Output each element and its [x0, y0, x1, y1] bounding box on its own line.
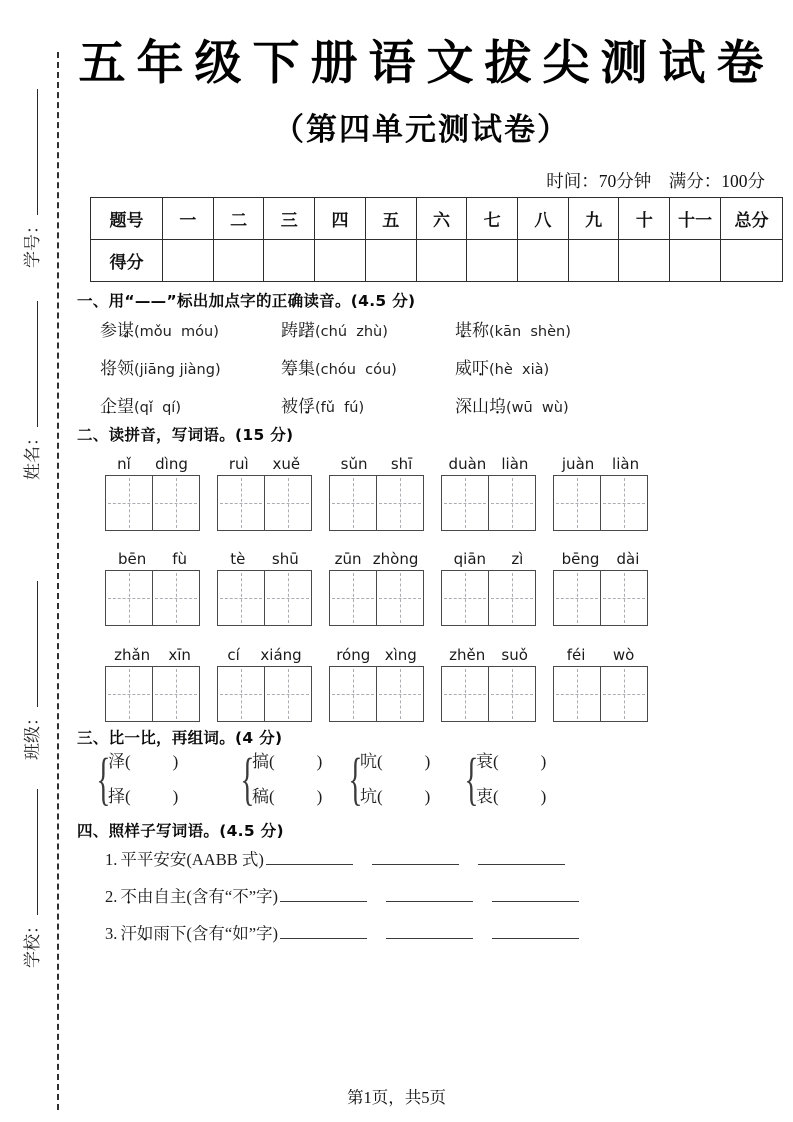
class-blank-line — [22, 581, 37, 707]
exam-meta: 时间：70分钟 满分：100分 — [546, 171, 765, 191]
binding-dashed-line — [57, 52, 59, 1110]
score-cell — [416, 240, 467, 282]
writing-box — [553, 666, 648, 722]
page-number: 第1页，共5页 — [347, 1088, 446, 1107]
answer-blank — [478, 851, 565, 865]
score-table-header-row — [91, 198, 783, 240]
score-col: 二 — [213, 198, 264, 240]
writing-box — [217, 570, 312, 626]
pinyin-word: bēng dài — [553, 547, 648, 626]
score-cell — [213, 240, 264, 282]
brace-icon: { — [240, 746, 255, 811]
pinyin-word: bēn fù — [105, 547, 200, 626]
writing-box — [217, 666, 312, 722]
writing-box — [441, 475, 536, 531]
pinyin-row-1 — [105, 452, 648, 531]
writing-box — [329, 475, 424, 531]
answer-blank — [280, 925, 367, 939]
score-table-score-row — [91, 240, 783, 282]
student-id-label: 学号： — [22, 217, 42, 268]
pinyin-word: féi wò — [553, 643, 648, 722]
score-col: 三 — [264, 198, 315, 240]
section-1-heading: 一、用“——”标出加点字的正确读音。(4.5 分) — [77, 292, 416, 310]
pinyin-word: ruì xuě — [217, 452, 312, 531]
name-field — [16, 284, 44, 480]
name-blank-line — [22, 301, 37, 427]
score-cell — [315, 240, 366, 282]
score-col: 十 — [619, 198, 670, 240]
word-item: 被俘(fǔ fú) — [281, 397, 365, 416]
score-col: 六 — [416, 198, 467, 240]
score-table-corner: 题号 — [91, 198, 163, 240]
section-1-items — [100, 319, 571, 420]
score-cell — [670, 240, 721, 282]
pattern-line: 2. 不由自主(含有“不”字) — [105, 885, 579, 909]
name-label: 姓名： — [22, 429, 42, 480]
writing-box — [329, 570, 424, 626]
class-label: 班级： — [22, 709, 42, 760]
brace-icon: { — [348, 746, 363, 811]
score-col: 八 — [518, 198, 569, 240]
writing-box — [441, 666, 536, 722]
writing-box — [105, 475, 200, 531]
pinyin-word: cí xiáng — [217, 643, 312, 722]
writing-box — [105, 570, 200, 626]
score-cell — [163, 240, 214, 282]
pinyin-word: qiān zì — [441, 547, 536, 626]
score-cell — [568, 240, 619, 282]
score-cell — [365, 240, 416, 282]
score-col: 四 — [315, 198, 366, 240]
word-item: 筹集(chóu cóu) — [281, 359, 397, 378]
score-cell — [264, 240, 315, 282]
score-col: 十一 — [670, 198, 721, 240]
pinyin-row-2 — [105, 547, 648, 626]
writing-box — [329, 666, 424, 722]
score-cell — [467, 240, 518, 282]
word-item: 深山坞(wū wù) — [455, 397, 569, 416]
score-col: 五 — [365, 198, 416, 240]
pinyin-word: tè shū — [217, 547, 312, 626]
pattern-line: 3. 汗如雨下(含有“如”字) — [105, 922, 579, 946]
pinyin-word: sǔn shī — [329, 452, 424, 531]
pinyin-word: zūn zhòng — [329, 547, 424, 626]
answer-blank — [266, 851, 353, 865]
pinyin-word: zhěn suǒ — [441, 643, 536, 722]
compare-pair: { 衰( ) 衷( ) — [464, 746, 547, 811]
score-table — [90, 197, 783, 282]
pinyin-word: juàn liàn — [553, 452, 648, 531]
compare-pair: { 搞( ) 稿( ) — [240, 746, 323, 811]
section-2-heading: 二、读拼音，写词语。(15 分) — [77, 426, 294, 444]
section-3-heading: 三、比一比，再组词。(4 分) — [77, 729, 283, 747]
word-item: 企望(qǐ qí) — [100, 397, 181, 416]
pattern-line: 1. 平平安安(AABB 式) — [105, 848, 565, 872]
word-item: 踌躇(chú zhù) — [281, 321, 388, 340]
word-item: 参谋(mǒu móu) — [100, 321, 219, 340]
pinyin-word: duàn liàn — [441, 452, 536, 531]
score-cell — [619, 240, 670, 282]
page-title: 五年级下册语文拔尖测试卷 — [78, 38, 775, 90]
school-label: 学校： — [22, 917, 42, 968]
score-col: 九 — [568, 198, 619, 240]
answer-blank — [492, 888, 579, 902]
writing-box — [553, 475, 648, 531]
compare-pairs — [0, 746, 793, 820]
writing-box — [105, 666, 200, 722]
writing-box — [441, 570, 536, 626]
class-field — [16, 564, 44, 760]
score-col-total: 总分 — [721, 198, 783, 240]
compare-pair: { 吭( ) 坑( ) — [348, 746, 431, 811]
brace-icon: { — [96, 746, 111, 811]
answer-blank — [386, 888, 473, 902]
answer-blank — [280, 888, 367, 902]
pinyin-word: zhǎn xīn — [105, 643, 200, 722]
section-4-heading: 四、照样子写词语。(4.5 分) — [77, 822, 284, 840]
answer-blank — [372, 851, 459, 865]
answer-blank — [386, 925, 473, 939]
score-row-label: 得分 — [91, 240, 163, 282]
word-item: 堪称(kān shèn) — [455, 321, 571, 340]
score-cell — [518, 240, 569, 282]
answer-blank — [492, 925, 579, 939]
student-id-blank-line — [22, 89, 37, 215]
brace-icon: { — [464, 746, 479, 811]
compare-pair: { 泽( ) 择( ) — [96, 746, 179, 811]
score-col: 七 — [467, 198, 518, 240]
writing-box — [553, 570, 648, 626]
writing-box — [217, 475, 312, 531]
page-subtitle: （第四单元测试卷） — [273, 112, 570, 147]
score-cell — [721, 240, 783, 282]
word-item: 将领(jiāng jiàng) — [100, 359, 221, 378]
score-col: 一 — [163, 198, 214, 240]
pinyin-word: róng xìng — [329, 643, 424, 722]
pinyin-word: nǐ dìng — [105, 452, 200, 531]
pinyin-row-3 — [105, 643, 648, 722]
student-id-field — [16, 72, 44, 268]
word-item: 威吓(hè xià) — [455, 359, 550, 378]
